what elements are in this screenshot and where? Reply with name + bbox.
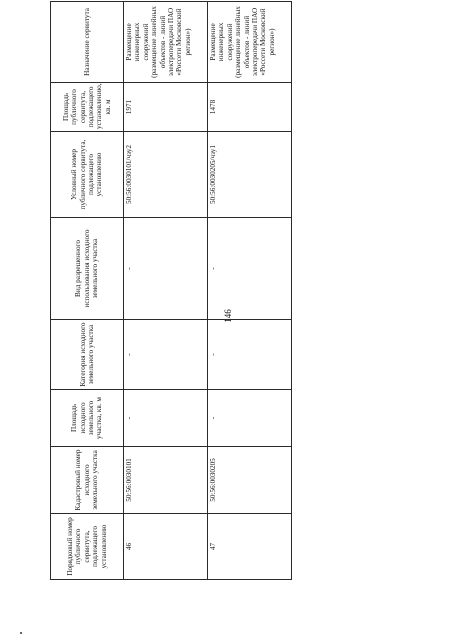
column-header-conditional-number: Условный номер публичного сервитута, подлежащего установлению [51, 132, 124, 218]
cell-servitude-area: 1478 [208, 83, 292, 132]
cell-category: - [208, 320, 292, 390]
table-row [124, 2, 208, 580]
scan-speck [20, 632, 22, 634]
column-header-cadastral-number: Кадастровый номер исходного земельного участка [51, 447, 124, 514]
cell-category: - [124, 320, 208, 390]
cell-purpose: Размещение инженерных сооружений (размещение линейных объектов - линий электропередачи ПАО «Россети Московский регион») [124, 2, 208, 83]
cell-servitude-area: 1971 [124, 83, 208, 132]
column-header-source-area: Площадь исходного земельного участка, кв. м [51, 390, 124, 447]
cell-purpose: Размещение инженерных сооружений (размещение линейных объектов - линий электропередачи ПАО «Россети Московский регион») [208, 2, 292, 83]
table-header-row [51, 2, 124, 580]
cell-conditional-number: 50:56:0030205/чзу1 [208, 132, 292, 218]
cell-cadastral-number: 50:56:0030101 [124, 447, 208, 514]
cell-servitude-number: 47 [208, 514, 292, 580]
column-header-permitted-use: Вид разрешенного использования исходного земельного участка [51, 218, 124, 320]
column-header-servitude-number: Порядковый номер публичного сервитута, подлежащего установлению [51, 514, 124, 580]
column-header-category: Категория исходного земельного участка [51, 320, 124, 390]
servitude-table-container [50, 2, 292, 580]
page-number: 146 [223, 309, 233, 323]
cell-cadastral-number: 50:56:0030205 [208, 447, 292, 514]
table-row [208, 2, 292, 580]
cell-permitted-use: - [124, 218, 208, 320]
column-header-purpose: Назначение сервитута [51, 2, 124, 83]
cell-conditional-number: 50:56:0030101/чзу2 [124, 132, 208, 218]
cell-source-area: - [208, 390, 292, 447]
column-header-servitude-area: Площадь публичного сервитута, подлежащего установлению, кв. м [51, 83, 124, 132]
servitude-table [50, 1, 292, 580]
cell-source-area: - [124, 390, 208, 447]
cell-permitted-use: - [208, 218, 292, 320]
cell-servitude-number: 46 [124, 514, 208, 580]
